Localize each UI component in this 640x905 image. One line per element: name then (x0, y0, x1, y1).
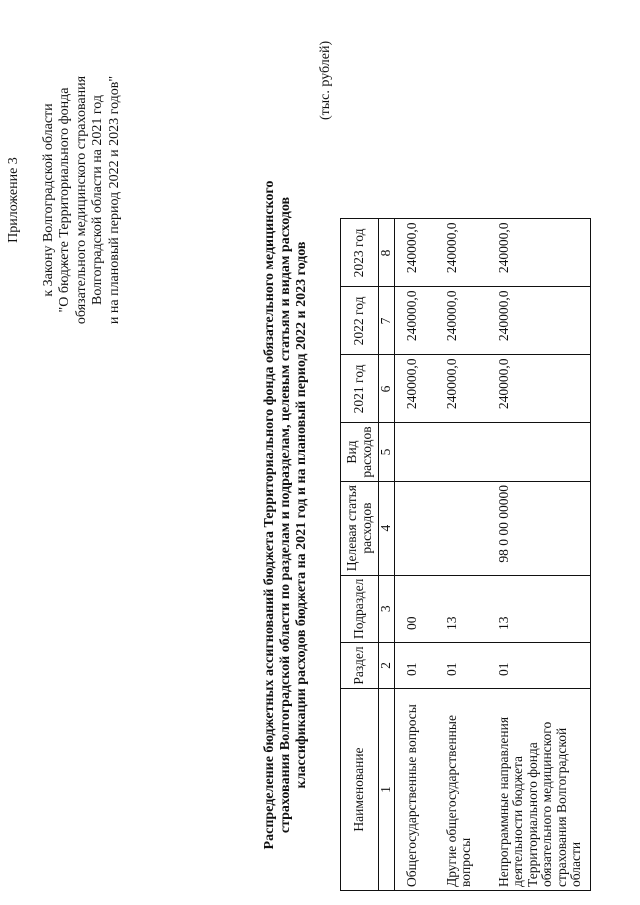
row-name: Непрограммные направления деятельности бюджета Территориального фонда обязательного медицинского страхования Волгоградской области (487, 689, 591, 891)
table-row (487, 219, 591, 891)
row-kind (435, 423, 487, 481)
row-kind (395, 423, 435, 481)
column-number-row (379, 219, 395, 891)
appendix-block (6, 50, 123, 350)
row-2021: 240000,0 (487, 355, 591, 423)
appendix-line: "О бюджете Территориального фонда (57, 87, 72, 313)
appendix-title: Приложение 3 (6, 157, 21, 243)
column-number: 1 (379, 689, 395, 891)
title-line: классификации расходов бюджета на 2021 год и на плановый период 2022 и 2023 годов (294, 241, 309, 789)
appendix-line: обязательного медицинского страхования (73, 75, 89, 325)
row-target: 98 0 00 00000 (487, 481, 591, 575)
column-number: 5 (379, 423, 395, 481)
appendix-line: и на плановый период 2022 и 2023 годов" (106, 75, 122, 325)
header-row (341, 219, 379, 891)
row-2022: 240000,0 (487, 287, 591, 355)
row-2023: 240000,0 (395, 219, 435, 287)
column-number: 7 (379, 287, 395, 355)
column-number: 3 (379, 575, 395, 642)
header-target: Целевая статья расходов (341, 481, 379, 575)
header-subsection: Подраздел (341, 575, 379, 642)
header-section: Раздел (341, 643, 379, 689)
row-name: Общегосударственные вопросы (395, 689, 435, 891)
units-label: (тыс. рублей) (318, 40, 333, 120)
budget-table (340, 218, 591, 891)
row-kind (487, 423, 591, 481)
title-line: Распределение бюджетных ассигнований бюджета Территориального фонда обязательного медицинского (262, 180, 277, 850)
column-number: 2 (379, 643, 395, 689)
row-2022: 240000,0 (395, 287, 435, 355)
row-section: 01 (487, 643, 591, 689)
row-target (435, 481, 487, 575)
row-2021: 240000,0 (395, 355, 435, 423)
row-target (395, 481, 435, 575)
row-name: Другие общегосударственные вопросы (435, 689, 487, 891)
column-number: 6 (379, 355, 395, 423)
column-number: 4 (379, 481, 395, 575)
row-2021: 240000,0 (435, 355, 487, 423)
header-2021: 2021 год (341, 355, 379, 423)
row-2023: 240000,0 (487, 219, 591, 287)
document-title (262, 165, 310, 865)
header-kind: Вид расходов (341, 423, 379, 481)
row-section: 01 (435, 643, 487, 689)
row-2023: 240000,0 (435, 219, 487, 287)
table-row (435, 219, 487, 891)
column-number: 8 (379, 219, 395, 287)
header-name: Наименование (341, 689, 379, 891)
row-subsection: 13 (435, 575, 487, 642)
header-2023: 2023 год (341, 219, 379, 287)
appendix-line: Волгоградской области на 2021 год (90, 94, 105, 306)
appendix-line: к Закону Волгоградской области (40, 103, 56, 297)
table-row (395, 219, 435, 891)
row-2022: 240000,0 (435, 287, 487, 355)
row-subsection: 13 (487, 575, 591, 642)
row-subsection: 00 (395, 575, 435, 642)
header-2022: 2022 год (341, 287, 379, 355)
row-section: 01 (395, 643, 435, 689)
title-line: страхования Волгоградской области по разделам и подразделам, целевым статьям и видам расходов (278, 196, 293, 834)
